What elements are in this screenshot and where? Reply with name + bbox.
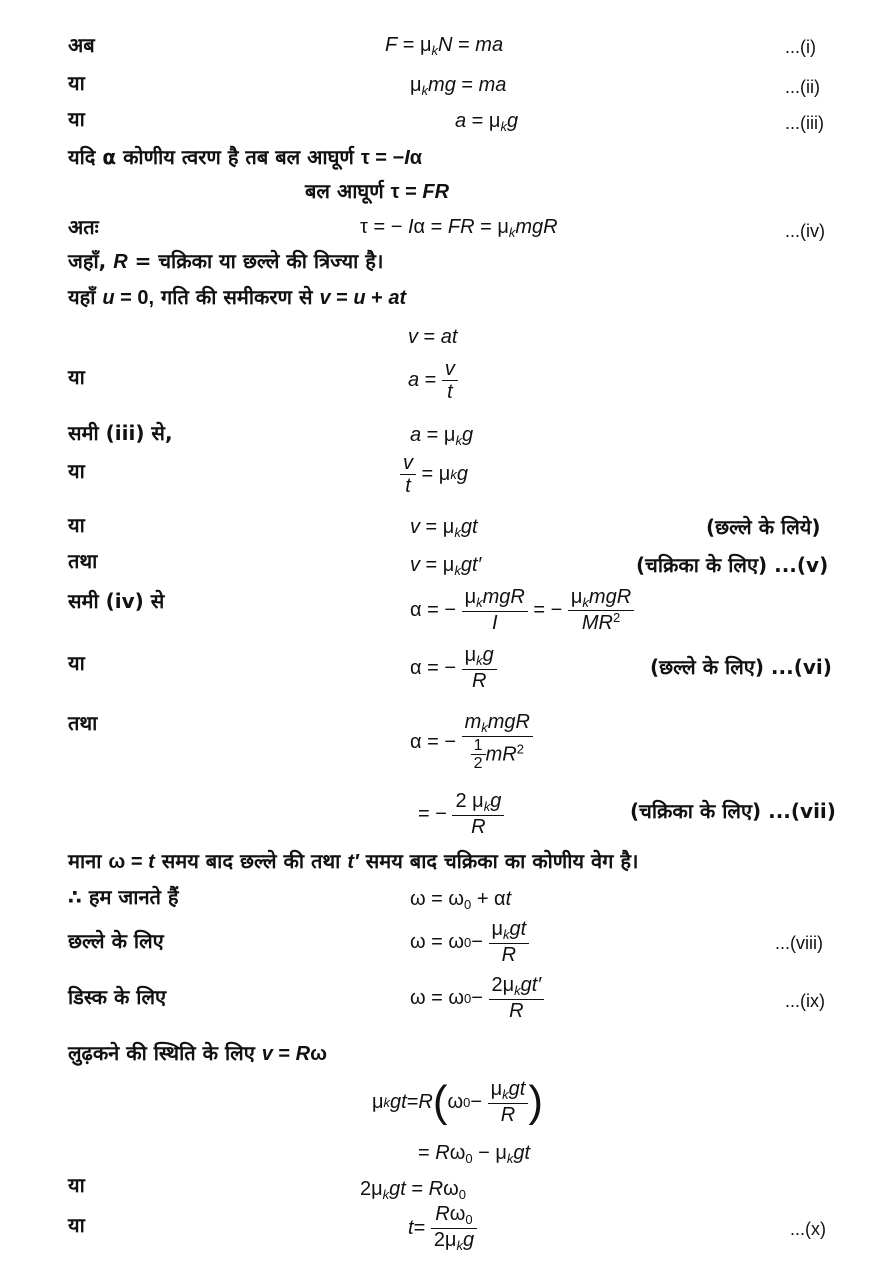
note-ring: (छल्ले के लिये) xyxy=(706,515,821,539)
equation-v-ring: $v = \mu_kgt$ xyxy=(410,516,478,540)
note-ring-vi: (छल्ले के लिए) ...(vi) xyxy=(650,655,832,679)
label-sami-iv: समी (iv) से xyxy=(68,589,165,613)
eq-ref-ii: ...(ii) xyxy=(785,77,820,97)
equation-2mu-gt: $2\mu_kgt = R\omega_0$ xyxy=(360,1178,466,1202)
label-ya: या xyxy=(68,107,85,131)
equation-time: t = $\frac{R\omega_0}{2\mu_kg}$ xyxy=(408,1198,477,1258)
equation-v-disc: $v = \mu_kgt'$ xyxy=(410,554,482,578)
equation-acceleration: $a = \mu_kg$ xyxy=(455,110,519,134)
label-ya: या xyxy=(68,365,85,389)
equation-v-at: v = at xyxy=(408,326,458,348)
label-ring: छल्ले के लिए xyxy=(68,929,164,953)
label-ya: या xyxy=(68,513,85,537)
note-disc-v: (चक्रिका के लिए) ...(v) xyxy=(636,553,829,577)
label-tatha: तथा xyxy=(68,711,98,735)
eq-ref-i: ...(i) xyxy=(785,37,816,57)
label-ya: या xyxy=(68,71,85,95)
note-disc-vii: (चक्रिका के लिए) ...(vii) xyxy=(630,799,836,823)
equation-a-mu-g: $a = \mu_kg$ xyxy=(410,424,474,448)
equation-alpha-disc: α = − $m_kmgR$ $\frac{1}{2}$ $mR^2$ xyxy=(410,700,533,784)
equation-rolling-substituted: μ k gt = R ( ω 0 − $\frac{\mu_kgt}{R}$ ) xyxy=(372,1077,543,1126)
equation-friction: $\mu_kmg$ = ma xyxy=(410,74,507,98)
text-angular-velocity-def: माना ω = t समय बाद छल्ले की तथा t′ समय बाद चक्रिका का कोणीय वेग है। xyxy=(68,849,639,873)
text-torque-definition: यदि α कोणीय त्वरण है तब बल आघूर्ण τ = −Iα xyxy=(68,145,423,169)
text-torque-fr: बल आघूर्ण τ = FR xyxy=(305,179,450,203)
eq-ref-iii: ...(iii) xyxy=(785,113,824,133)
equation-torque: τ = − Iα = FR = $\mu_kmgR$ xyxy=(360,216,558,240)
equation-alpha-disc-simplified: = − $\frac{2 \mu_kg}{R}$ xyxy=(418,786,504,842)
eq-ref-iv: ...(iv) xyxy=(785,221,825,241)
text-radius-def: जहाँ, R = चक्रिका या छल्ले की त्रिज्या है। xyxy=(68,249,384,273)
equation-alpha-general: α = − $\frac{\mu_kmgR}{I}$ = − $\frac{\mu_kmgR}{MR^2}$ xyxy=(410,580,634,640)
label-ya: या xyxy=(68,651,85,675)
label-sami-iii: समी (iii) से, xyxy=(68,421,173,445)
label-ya: या xyxy=(68,1213,85,1237)
label-ya: या xyxy=(68,1173,85,1197)
equation-force: $F = \mu_kN$ = ma xyxy=(385,34,504,58)
equation-omega-ring: ω = ω 0 − $\frac{\mu_kgt}{R}$ xyxy=(410,914,529,970)
eq-ref-x: ...(x) xyxy=(790,1219,826,1239)
text-motion-eq: यहाँ u = 0, गति की समीकरण से v = u + at xyxy=(68,285,407,309)
equation-rolling-expanded: = $R\omega_0 - \mu_kgt$ xyxy=(418,1142,531,1166)
label-atah: अतः xyxy=(68,215,99,239)
label-tatha: तथा xyxy=(68,549,98,573)
label-ya: या xyxy=(68,459,85,483)
eq-ref-ix: ...(ix) xyxy=(785,991,825,1011)
label-disc: डिस्क के लिए xyxy=(68,985,167,1009)
equation-v-over-t: $\frac{v}{t}$ = μ k g xyxy=(400,446,468,502)
text-rolling-condition: लुढ़कने की स्थिति के लिए v = Rω xyxy=(68,1041,327,1065)
equation-a-v-over-t: a = $\frac{v}{t}$ xyxy=(408,350,458,410)
equation-alpha-ring: α = − $\frac{\mu_kg}{R}$ xyxy=(410,640,497,696)
equation-omega-general: $\omega = \omega_0 + \alpha t$ xyxy=(410,888,512,912)
label-ab: अब xyxy=(68,33,95,57)
label-we-know: ∴ हम जानते हैं xyxy=(68,885,179,909)
equation-omega-disc: ω = ω 0 − $\frac{2\mu_kgt'}{R}$ xyxy=(410,970,544,1026)
eq-ref-viii: ...(viii) xyxy=(775,933,823,953)
